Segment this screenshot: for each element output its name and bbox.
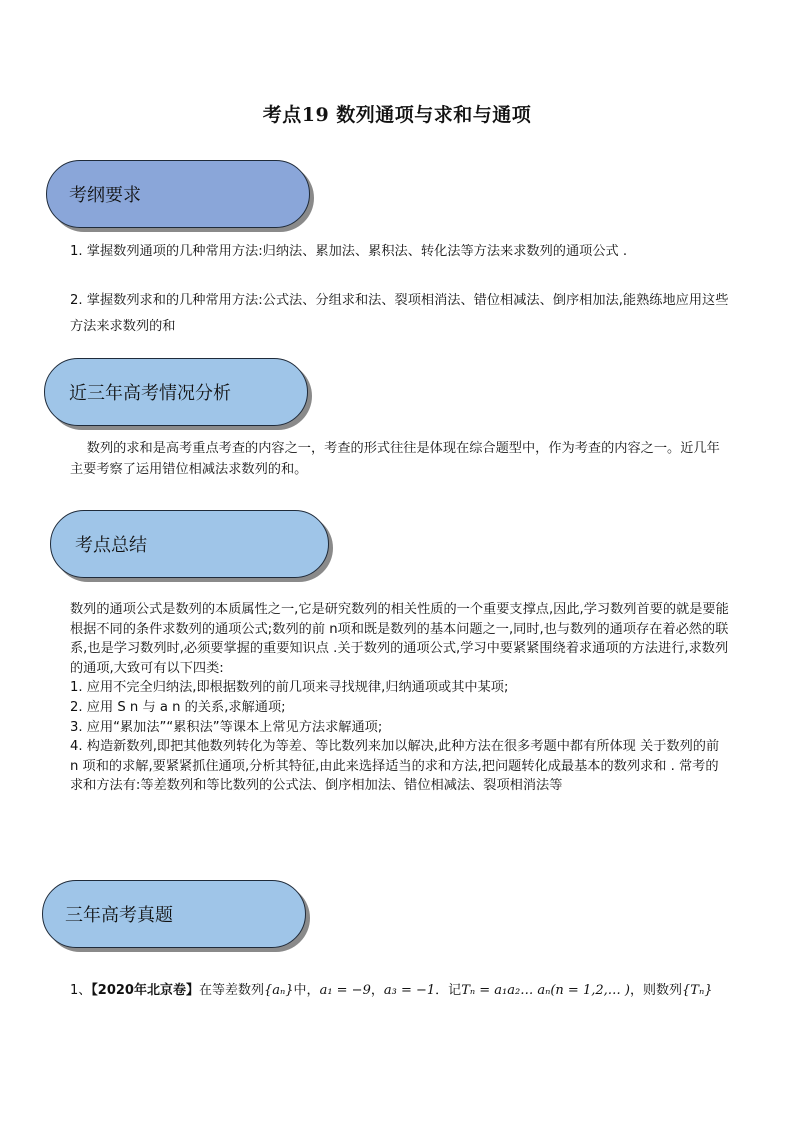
section-label: 考点总结: [75, 535, 147, 556]
section-label: 考纲要求: [69, 185, 141, 206]
section-header-summary: [50, 510, 329, 578]
question-1: [70, 979, 730, 998]
section-header-outline: [46, 160, 310, 228]
section-label: 三年高考真题: [65, 905, 173, 926]
condition-a1: a₁ = −9: [319, 983, 371, 998]
outline-item-1: 1. 掌握数列通项的几种常用方法:归纳法、累加法、累积法、转化法等方法来求数列的通项公式 .: [70, 244, 628, 259]
summary-item: 2. 应用 S n 与 a n 的关系,求解通项;: [70, 699, 286, 715]
summary-item: 1. 应用不完全归纳法,即根据数列的前几项来寻找规律,归纳通项或其中某项;: [70, 680, 509, 696]
summary-block: [70, 600, 730, 796]
question-source: 【2020年北京卷】: [91, 983, 199, 998]
question-text: ，: [370, 983, 384, 998]
analysis-text: 数列的求和是高考重点考查的内容之一，考查的形式往往是体现在综合题型中，作为考查的内容之一。近几年主要考察了运用错位相减法求数列的和。: [70, 441, 720, 477]
question-number: 1、: [70, 983, 92, 998]
outline-item-2: 2. 掌握数列求和的几种常用方法:公式法、分组求和法、裂项相消法、错位相减法、倒序相加法,能熟练地应用这些方法来求数列的和: [70, 293, 729, 334]
definition-tn: Tₙ = a₁a₂… aₙ(n = 1,2,… ): [461, 983, 630, 998]
summary-intro: 数列的通项公式是数列的本质属性之一,它是研究数列的相关性质的一个重要支撑点,因此,学习数列首要的就是要能根据不同的条件求数列的通项公式;数列的前 n项和既是数列的基本问题之一,同时,也与数列的通项存在着必然的联系,也是学习数列时,必须要掌握的重要知识点 .关于数列的通项公式,学习中要紧紧围绕着求通项的方法进行,求数列的通项,大致可有以下四类:: [70, 602, 729, 676]
question-text: 在等差数列: [198, 983, 264, 998]
section-label: 近三年高考情况分析: [69, 383, 231, 404]
question-text: 中，: [293, 983, 320, 998]
summary-item: 4. 构造新数列,即把其他数列转化为等差、等比数列来加以解决,此种方法在很多考题中都有所体现 关于数列的前 n 项和的求解,要紧紧抓住通项,分析其特征,由此来选择适当的求和方法,把问题转化成最基本的数列求和 . 常考的求和方法有:等差数列和等比数列的公式法、倒序相加法、错位相减法、裂项相消法等: [70, 739, 720, 794]
section-header-real-questions: [42, 880, 306, 948]
question-text: ．记: [435, 983, 462, 998]
sequence-a: {aₙ}: [263, 983, 294, 998]
section-header-analysis: [44, 358, 308, 426]
page-title: 考点19 数列通项与求和与通项: [262, 104, 532, 126]
sequence-t: {Tₙ}: [682, 983, 713, 998]
question-text: ，则数列: [629, 983, 682, 998]
summary-item: 3. 应用“累加法”“累积法”等课本上常见方法求解通项;: [70, 719, 383, 735]
condition-a3: a₃ = −1: [383, 983, 436, 998]
